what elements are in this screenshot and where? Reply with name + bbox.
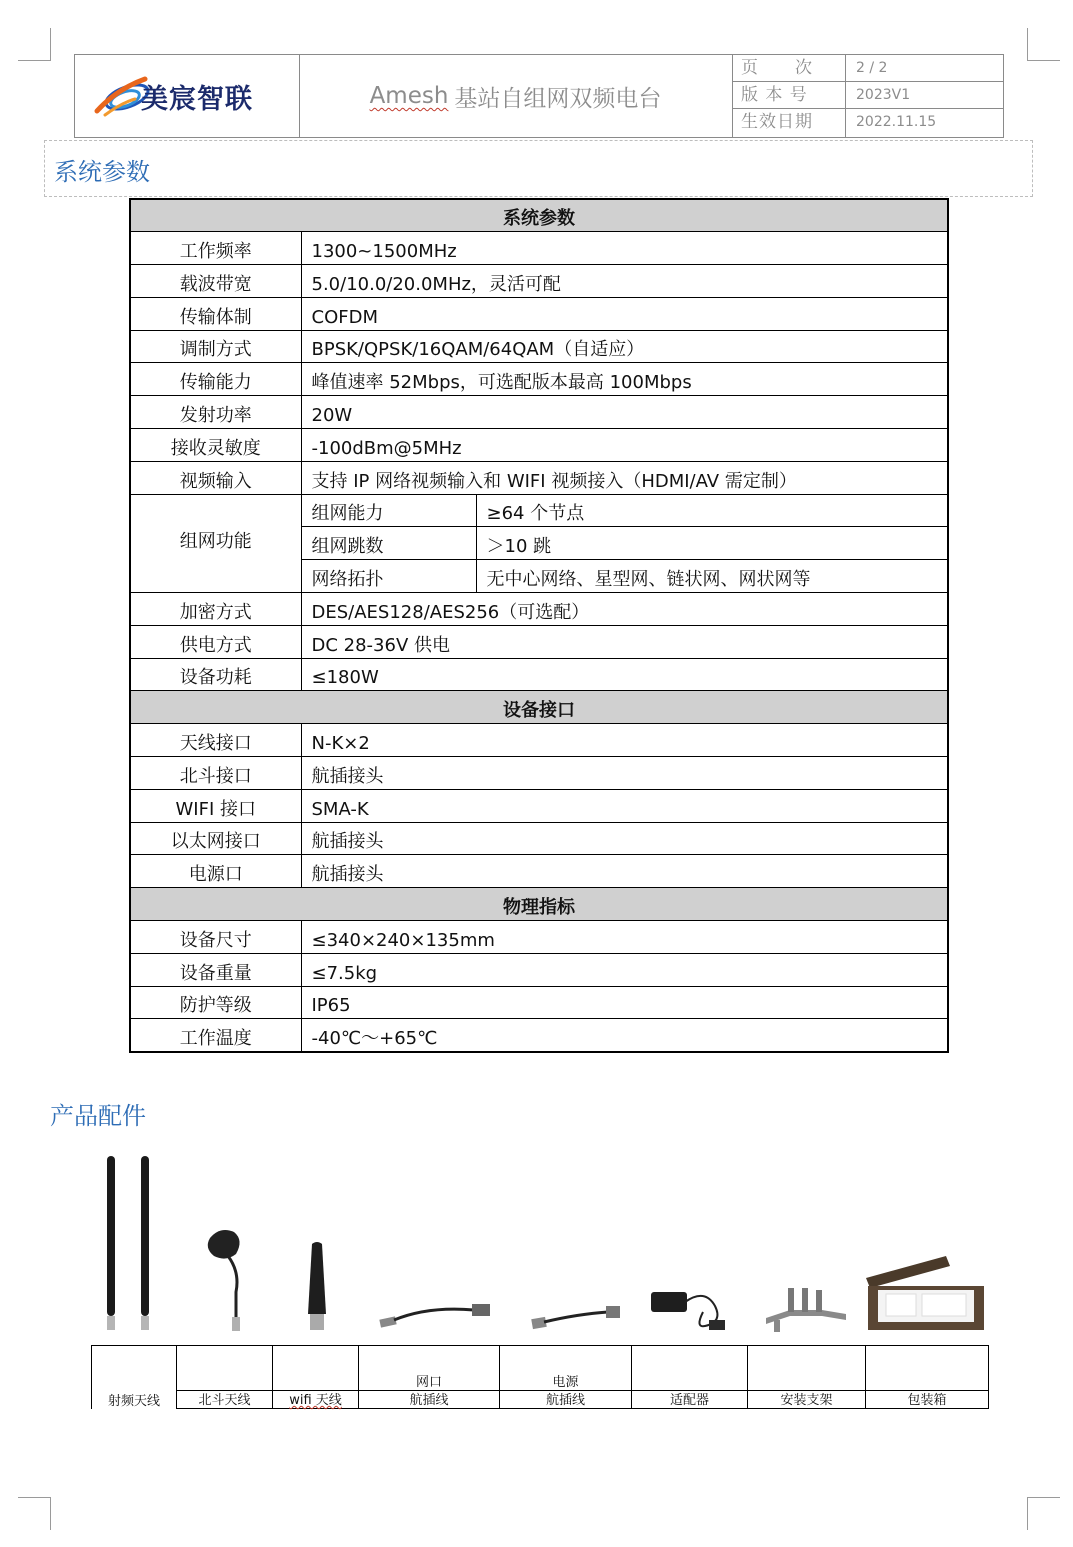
spec-key: WIFI 接口 xyxy=(130,789,301,822)
spec-group-header: 系统参数 xyxy=(130,199,948,232)
spec-key: 设备尺寸 xyxy=(130,921,301,954)
spec-group-header: 物理指标 xyxy=(130,888,948,921)
table-row xyxy=(130,232,948,265)
spec-key: 工作频率 xyxy=(130,232,301,265)
accessory-label: 安装支架 xyxy=(748,1391,866,1409)
accessories-table xyxy=(91,1345,989,1409)
spec-value: SMA-K xyxy=(301,789,948,822)
ethernet-aviation-cable-icon xyxy=(378,1298,496,1334)
logo-cell xyxy=(75,55,300,137)
meta-row-version xyxy=(732,82,1003,109)
spec-subkey: 组网跳数 xyxy=(301,527,476,560)
accessory-label: wifi 天线 xyxy=(273,1391,359,1409)
spec-key: 视频输入 xyxy=(130,461,301,494)
spec-table xyxy=(129,198,949,1053)
spec-key: 发射功率 xyxy=(130,396,301,429)
accessory-label: 适配器 xyxy=(632,1391,748,1409)
table-row xyxy=(130,494,948,527)
spec-value: 1300~1500MHz xyxy=(301,232,948,265)
power-adapter-icon xyxy=(645,1282,737,1338)
table-row xyxy=(130,724,948,757)
accessory-label: 航插线 xyxy=(500,1391,632,1409)
mounting-bracket-icon xyxy=(762,1280,850,1336)
spec-value: 航插接头 xyxy=(301,757,948,790)
spec-value: -40℃～+65℃ xyxy=(301,1019,948,1052)
meta-value: 2 / 2 xyxy=(856,60,888,76)
table-row xyxy=(130,625,948,658)
spec-subkey: 网络拓扑 xyxy=(301,560,476,593)
spec-value: 无中心网络、星型网、链状网、网状网等 xyxy=(476,560,948,593)
table-row xyxy=(130,855,948,888)
spec-group-header: 设备接口 xyxy=(130,691,948,724)
accessory-top-label: 电源 xyxy=(500,1346,632,1391)
spec-value: 峰值速率 52Mbps，可选配版本最高 100Mbps xyxy=(301,363,948,396)
table-row xyxy=(130,757,948,790)
spec-value: ≤180W xyxy=(301,658,948,691)
rf-antenna-icon xyxy=(95,1150,165,1335)
spec-key: 加密方式 xyxy=(130,593,301,626)
table-row xyxy=(130,1019,948,1052)
section-heading-box xyxy=(44,140,1033,197)
accessory-top-label xyxy=(748,1346,866,1391)
accessory-top-label xyxy=(866,1346,989,1391)
document-header xyxy=(74,54,1004,138)
spec-value: BPSK/QPSK/16QAM/64QAM（自适应） xyxy=(301,330,948,363)
table-row xyxy=(130,265,948,298)
spec-value: ≥64 个节点 xyxy=(476,494,948,527)
meta-row-page xyxy=(732,55,1003,82)
section-title-system-params: 系统参数 xyxy=(54,158,150,186)
table-row xyxy=(130,921,948,954)
spec-value: N-K×2 xyxy=(301,724,948,757)
table-row xyxy=(130,363,948,396)
spec-key: 设备功耗 xyxy=(130,658,301,691)
table-row xyxy=(130,429,948,462)
spec-key: 接收灵敏度 xyxy=(130,429,301,462)
corner-mark-top-right xyxy=(1027,28,1060,61)
table-row xyxy=(130,822,948,855)
corner-mark-bottom-right xyxy=(1027,1497,1060,1530)
spec-key: 设备重量 xyxy=(130,953,301,986)
spec-key: 电源口 xyxy=(130,855,301,888)
spec-key: 传输能力 xyxy=(130,363,301,396)
document-title-en: Amesh xyxy=(369,83,449,109)
spec-value: ≤340×240×135mm xyxy=(301,921,948,954)
accessory-label: 航插线 xyxy=(359,1391,500,1409)
document-title-cn: 基站自组网双频电台 xyxy=(454,85,662,112)
accessory-top-label xyxy=(273,1346,359,1391)
table-row xyxy=(130,593,948,626)
spec-value: 航插接头 xyxy=(301,822,948,855)
spec-value: IP65 xyxy=(301,986,948,1019)
spec-value: 5.0/10.0/20.0MHz，灵活可配 xyxy=(301,265,948,298)
spec-value: DES/AES128/AES256（可选配） xyxy=(301,593,948,626)
corner-mark-top-left xyxy=(18,28,51,61)
spec-value: 20W xyxy=(301,396,948,429)
spec-key: 北斗接口 xyxy=(130,757,301,790)
packing-box-icon xyxy=(862,1246,988,1334)
table-row xyxy=(130,986,948,1019)
spec-key: 供电方式 xyxy=(130,625,301,658)
table-row xyxy=(130,658,948,691)
spec-key: 工作温度 xyxy=(130,1019,301,1052)
table-row xyxy=(130,297,948,330)
spec-value: 支持 IP 网络视频输入和 WIFI 视频接入（HDMI/AV 需定制） xyxy=(301,461,948,494)
table-row xyxy=(130,789,948,822)
meta-value: 2022.11.15 xyxy=(856,114,937,130)
table-row xyxy=(130,461,948,494)
accessory-label: 包装箱 xyxy=(866,1391,989,1409)
accessory-top-label xyxy=(632,1346,748,1391)
meta-value: 2023V1 xyxy=(856,87,911,103)
accessory-top-label xyxy=(177,1346,273,1391)
document-meta xyxy=(732,55,1003,137)
spec-key: 组网功能 xyxy=(130,494,301,592)
power-aviation-cable-icon xyxy=(528,1300,624,1336)
accessory-top-label: 网口 xyxy=(359,1346,500,1391)
spec-key: 以太网接口 xyxy=(130,822,301,855)
meta-key: 页 次 xyxy=(732,55,846,81)
spec-value: 航插接头 xyxy=(301,855,948,888)
spec-key: 传输体制 xyxy=(130,297,301,330)
spec-key: 载波带宽 xyxy=(130,265,301,298)
spec-key: 天线接口 xyxy=(130,724,301,757)
table-row xyxy=(130,396,948,429)
spec-value: ≤7.5kg xyxy=(301,953,948,986)
spec-key: 防护等级 xyxy=(130,986,301,1019)
section-title-accessories: 产品配件 xyxy=(50,1102,146,1130)
wifi-antenna-icon xyxy=(302,1240,332,1335)
document-title xyxy=(299,55,733,137)
meta-row-effective-date xyxy=(732,109,1003,137)
spec-value: DC 28-36V 供电 xyxy=(301,625,948,658)
table-row xyxy=(130,953,948,986)
meta-key: 版 本 号 xyxy=(732,82,846,108)
accessory-label: 射频天线 xyxy=(92,1346,177,1409)
spec-value: ＞10 跳 xyxy=(476,527,948,560)
spec-key: 调制方式 xyxy=(130,330,301,363)
corner-mark-bottom-left xyxy=(18,1497,51,1530)
spec-value: COFDM xyxy=(301,297,948,330)
meta-key: 生效日期 xyxy=(732,109,846,137)
accessory-label: 北斗天线 xyxy=(177,1391,273,1409)
spec-value: -100dBm@5MHz xyxy=(301,429,948,462)
spec-subkey: 组网能力 xyxy=(301,494,476,527)
logo-text: 美宸智联 xyxy=(141,84,253,115)
table-row xyxy=(130,330,948,363)
beidou-antenna-icon xyxy=(200,1222,260,1337)
